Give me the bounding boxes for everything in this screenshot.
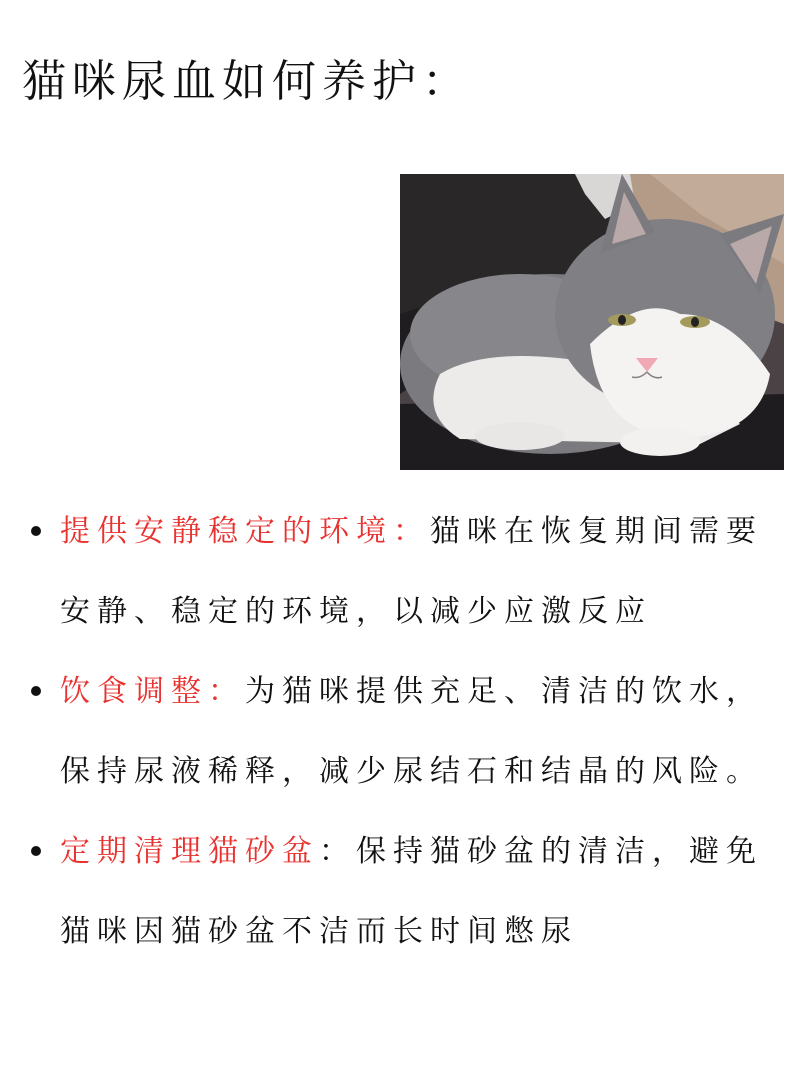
tip-body: ：保持猫砂盆的清洁，避免猫咪因猫砂盆不洁而长时间憋尿 bbox=[60, 834, 763, 949]
bullet-dot bbox=[31, 686, 41, 696]
bullet-dot bbox=[31, 526, 41, 536]
tip-heading: 定期清理猫砂盆 bbox=[60, 834, 319, 869]
cat-photo-icon bbox=[400, 174, 784, 470]
tip-item bbox=[0, 652, 770, 812]
tip-heading: 提供安静稳定的环境： bbox=[60, 514, 430, 549]
cat-photo bbox=[400, 174, 784, 470]
tip-item bbox=[0, 812, 770, 972]
tips-list bbox=[0, 492, 800, 972]
tip-item bbox=[0, 492, 770, 652]
tip-body: 为猫咪提供充足、清洁的饮水，保持尿液稀释，减少尿结石和结晶的风险。 bbox=[60, 674, 763, 789]
tip-body: 猫咪在恢复期间需要安静、稳定的环境，以减少应激反应 bbox=[60, 514, 763, 629]
bullet-dot bbox=[31, 846, 41, 856]
page-title: 猫咪尿血如何养护： bbox=[22, 56, 472, 107]
tip-heading: 饮食调整： bbox=[60, 674, 245, 709]
